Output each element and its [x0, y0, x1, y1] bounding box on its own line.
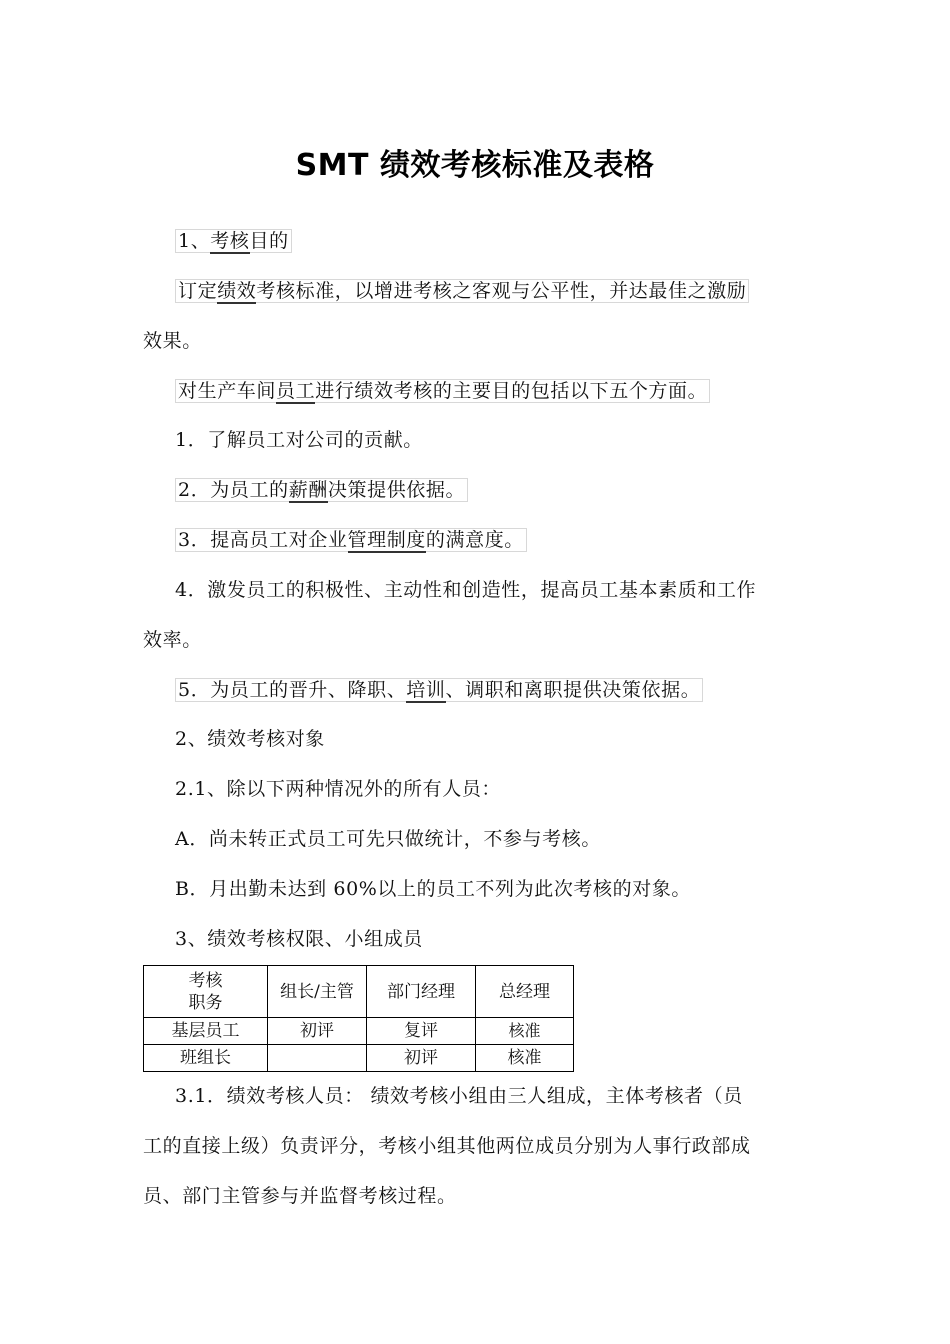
text-segment: 3．提高员工对企业	[178, 529, 348, 551]
table-header-cell: 总经理	[476, 966, 574, 1018]
purpose-intro	[175, 377, 710, 405]
table-role-cell: 基层员工	[144, 1018, 268, 1045]
underlined-term: 员工	[276, 380, 316, 402]
purpose-item-1: 1．了解员工对公司的贡献。	[175, 429, 423, 451]
document-title: SMT 绩效考核标准及表格	[295, 148, 655, 183]
purpose-item-3-box	[175, 528, 527, 552]
purpose-item-2-box	[175, 478, 468, 502]
underlined-term: 绩效	[217, 280, 257, 302]
underlined-term: 培训	[406, 679, 446, 701]
table-corner-cell	[144, 966, 268, 1018]
purpose-item-5-box	[175, 678, 703, 702]
corner-label-bottom: 职务	[188, 992, 223, 1013]
table-header-cell: 组长/主管	[268, 966, 367, 1018]
section-3-1-line-2: 工的直接上级）负责评分，考核小组其他两位成员分别为人事行政部成	[143, 1135, 751, 1157]
table-row	[144, 1045, 574, 1072]
underlined-term: 薪酬	[288, 479, 328, 501]
purpose-item-3	[175, 526, 527, 554]
text-segment: 、调职和离职提供决策依据。	[445, 679, 701, 701]
section-2-b: B．月出勤未达到 60%以上的员工不列为此次考核的对象。	[175, 878, 692, 900]
text-segment: 对生产车间	[178, 380, 277, 402]
table-header-cell: 部门经理	[367, 966, 476, 1018]
section-2-heading: 2、绩效考核对象	[175, 728, 325, 750]
table-cell	[268, 1045, 367, 1072]
section-3-heading: 3、绩效考核权限、小组成员	[175, 928, 423, 950]
section-1-heading-box	[175, 229, 292, 253]
heading-prefix: 1、	[178, 230, 211, 252]
purpose-item-5	[175, 676, 703, 704]
purpose-paragraph-line-1	[175, 277, 749, 305]
table-row	[144, 1018, 574, 1045]
purpose-paragraph-line-2: 效果。	[143, 330, 202, 352]
section-2-a: A．尚未转正式员工可先只做统计，不参与考核。	[175, 828, 601, 850]
purpose-paragraph-box	[175, 279, 749, 303]
underlined-term: 考核	[210, 230, 250, 252]
underlined-term: 管理制度	[347, 529, 426, 551]
text-segment: 2．为员工的	[178, 479, 289, 501]
text-segment: 订定	[178, 280, 218, 302]
table-cell: 初评	[367, 1045, 476, 1072]
table-header-row	[144, 966, 574, 1018]
text-segment: 决策提供依据。	[327, 479, 466, 501]
text-segment: 5．为员工的晋升、降职、	[178, 679, 407, 701]
purpose-intro-box	[175, 379, 710, 403]
approval-authority-table	[143, 965, 574, 1072]
section-3-1-line-3: 员、部门主管参与并监督考核过程。	[143, 1185, 457, 1207]
purpose-item-4-line-2: 效率。	[143, 629, 202, 651]
table-role-cell: 班组长	[144, 1045, 268, 1072]
section-2-1: 2.1、除以下两种情况外的所有人员：	[175, 778, 502, 800]
table-cell: 核准	[476, 1045, 574, 1072]
purpose-item-4-line-1: 4．激发员工的积极性、主动性和创造性，提高员工基本素质和工作	[175, 579, 757, 601]
text-segment: 考核标准，以增进考核之客观与公平性，并达最佳之激励	[256, 280, 747, 302]
purpose-item-2	[175, 476, 468, 504]
table-cell: 复评	[367, 1018, 476, 1045]
section-1-heading	[175, 227, 292, 255]
text-segment: 的满意度。	[425, 529, 524, 551]
text-segment: 进行绩效考核的主要目的包括以下五个方面。	[315, 380, 708, 402]
table-cell: 核准	[476, 1018, 574, 1045]
corner-label-top: 考核	[188, 970, 223, 991]
heading-suffix: 目的	[249, 230, 289, 252]
table-cell: 初评	[268, 1018, 367, 1045]
section-3-1-line-1: 3.1．绩效考核人员： 绩效考核小组由三人组成，主体考核者（员	[175, 1085, 743, 1107]
